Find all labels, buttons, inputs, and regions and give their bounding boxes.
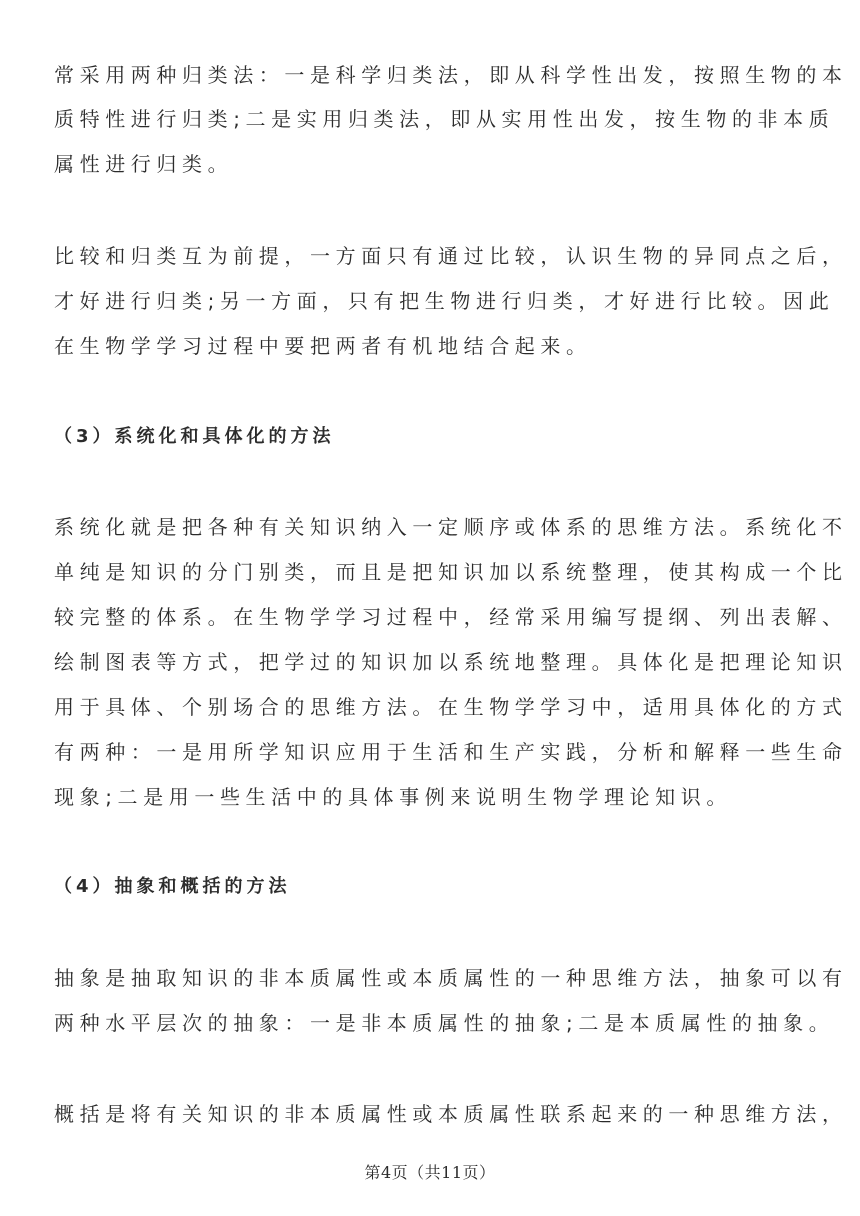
paragraph-1-line-3: 属性进行归类。: [54, 152, 234, 176]
paragraph-3-line-7: 现象;二是用一些生活中的具体事例来说明生物学理论知识。: [54, 785, 732, 809]
section-heading-4: （4）抽象和概括的方法: [54, 876, 291, 897]
paragraph-1-line-1: 常采用两种归类法：一是科学归类法，即从科学性出发，按照生物的本: [54, 63, 848, 87]
page-number-footer: 第4页（共11页）: [364, 1163, 496, 1182]
paragraph-3-line-4: 绘制图表等方式，把学过的知识加以系统地整理。具体化是把理论知识: [54, 650, 848, 674]
paragraph-2-line-3: 在生物学学习过程中要把两者有机地结合起来。: [54, 334, 592, 358]
section-heading-3: （3）系统化和具体化的方法: [54, 426, 335, 447]
paragraph-2-line-2: 才好进行归类;另一方面，只有把生物进行归类，才好进行比较。因此: [54, 289, 835, 313]
paragraph-4-line-2: 两种水平层次的抽象：一是非本质属性的抽象;二是本质属性的抽象。: [54, 1011, 835, 1035]
paragraph-3-line-2: 单纯是知识的分门别类，而且是把知识加以系统整理，使其构成一个比: [54, 560, 848, 584]
paragraph-3-line-5: 用于具体、个别场合的思维方法。在生物学学习中，适用具体化的方式: [54, 695, 848, 719]
paragraph-3-line-3: 较完整的体系。在生物学学习过程中，经常采用编写提纲、列出表解、: [54, 605, 848, 629]
paragraph-4-line-1: 抽象是抽取知识的非本质属性或本质属性的一种思维方法，抽象可以有: [54, 966, 848, 990]
paragraph-5-line-1: 概括是将有关知识的非本质属性或本质属性联系起来的一种思维方法，: [54, 1102, 848, 1126]
paragraph-3-line-1: 系统化就是把各种有关知识纳入一定顺序或体系的思维方法。系统化不: [54, 515, 848, 539]
paragraph-3-line-6: 有两种：一是用所学知识应用于生活和生产实践，分析和解释一些生命: [54, 740, 848, 764]
paragraph-1-line-2: 质特性进行归类;二是实用归类法，即从实用性出发，按生物的非本质: [54, 107, 835, 131]
paragraph-2-line-1: 比较和归类互为前提，一方面只有通过比较，认识生物的异同点之后，: [54, 244, 848, 268]
